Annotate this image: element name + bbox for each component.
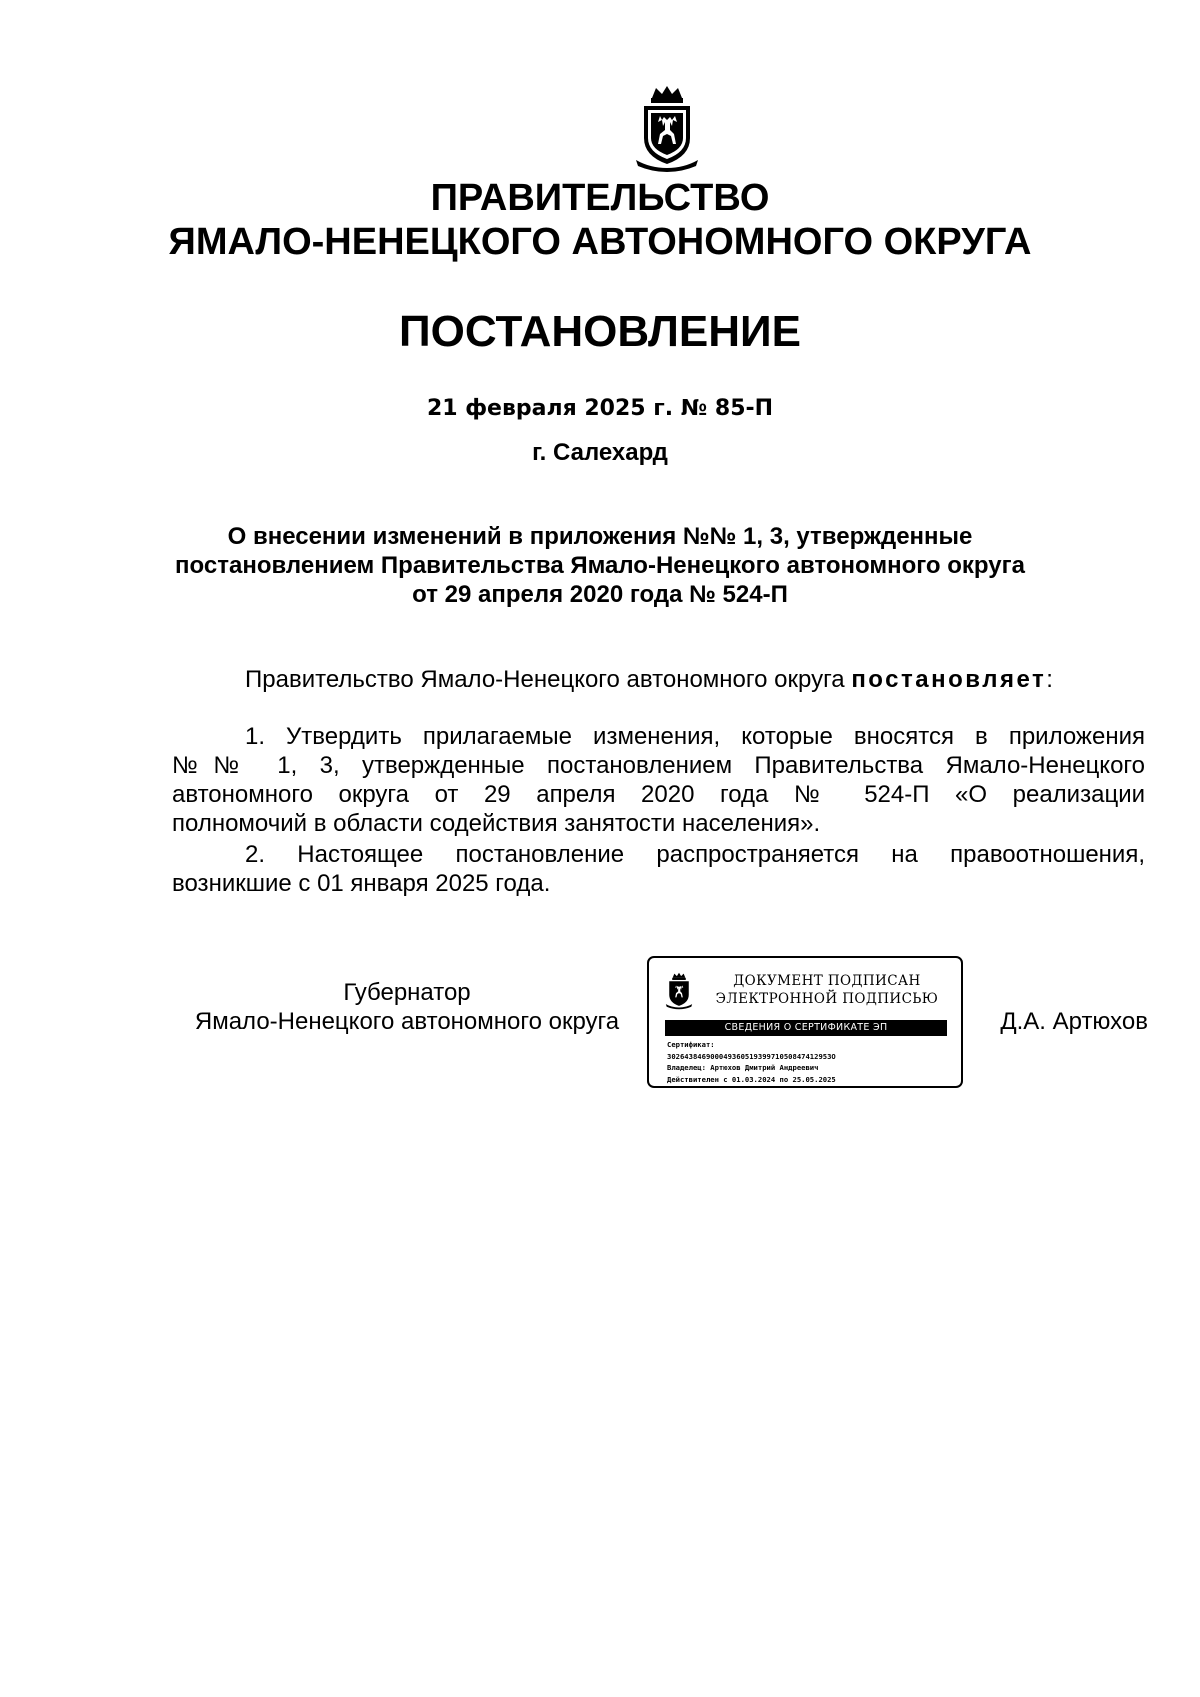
certificate-label: Сертификат: [667,1040,715,1049]
certificate-details [667,1039,947,1085]
paragraph-line: полномочий в области содействия занятости населения». [172,810,821,837]
paragraph-line: №№ 1, 3, утвержденные постановлением Правительства Ямало-Ненецкого [172,752,1145,779]
subject-line: от 29 апреля 2020 года № 524-П [412,581,788,608]
preamble-colon: : [1046,666,1053,693]
certificate-number: 30264384690004936051939971050847412953О [667,1051,836,1061]
certificate-owner: Владелец: Артюхов Дмитрий Андреевич [667,1063,819,1072]
preamble-text: Правительство Ямало-Ненецкого автономного округа [245,666,852,693]
stamp-heading [709,972,945,1008]
subject-line: О внесении изменений в приложения №№ 1, 3, утвержденные [227,523,973,550]
position-line: Губернатор [343,979,471,1006]
city: г. Салехард [532,439,668,466]
signatory-position [172,978,642,1036]
document-subject [150,522,1050,609]
certificate-validity: Действителен с 01.03.2024 по 25.05.2025 [667,1074,836,1084]
decree-word: постановляет [851,666,1047,693]
stamp-heading-line: ДОКУМЕНТ ПОДПИСАН [733,973,921,989]
certificate-info-bar: СВЕДЕНИЯ О СЕРТИФИКАТЕ ЭП [665,1020,947,1036]
electronic-signature-stamp [647,956,963,1088]
paragraph-line: 2. Настоящее постановление распространяется на правоотношения, [245,841,1145,868]
date-and-number: 21 февраля 2025 г. № 85-П [426,396,774,421]
document-type-title: ПОСТАНОВЛЕНИЕ [398,307,802,356]
coat-of-arms-icon [634,86,700,172]
paragraph-line: 1. Утвердить прилагаемые изменения, которые вносятся в приложения [245,723,1145,750]
government-title-line1: ПРАВИТЕЛЬСТВО [430,177,770,219]
paragraph-line: возникшие с 01 января 2025 года. [172,870,551,897]
paragraph-2 [172,840,1145,898]
paragraph-1 [172,722,1145,838]
paragraph-line: автономного округа от 29 апреля 2020 года № 524-П «О реализации [172,781,1145,808]
preamble [245,665,1053,695]
signatory-name: Д.А. Артюхов [1000,1008,1148,1035]
subject-line: постановлением Правительства Ямало-Ненецкого автономного округа [175,552,1025,579]
position-line: Ямало-Ненецкого автономного округа [194,1008,620,1035]
government-title-line2: ЯМАЛО-НЕНЕЦКОГО АВТОНОМНОГО ОКРУГА [168,221,1032,263]
stamp-heading-line: ЭЛЕКТРОННОЙ ПОДПИСЬЮ [715,991,939,1007]
coat-of-arms-icon [665,972,693,1010]
